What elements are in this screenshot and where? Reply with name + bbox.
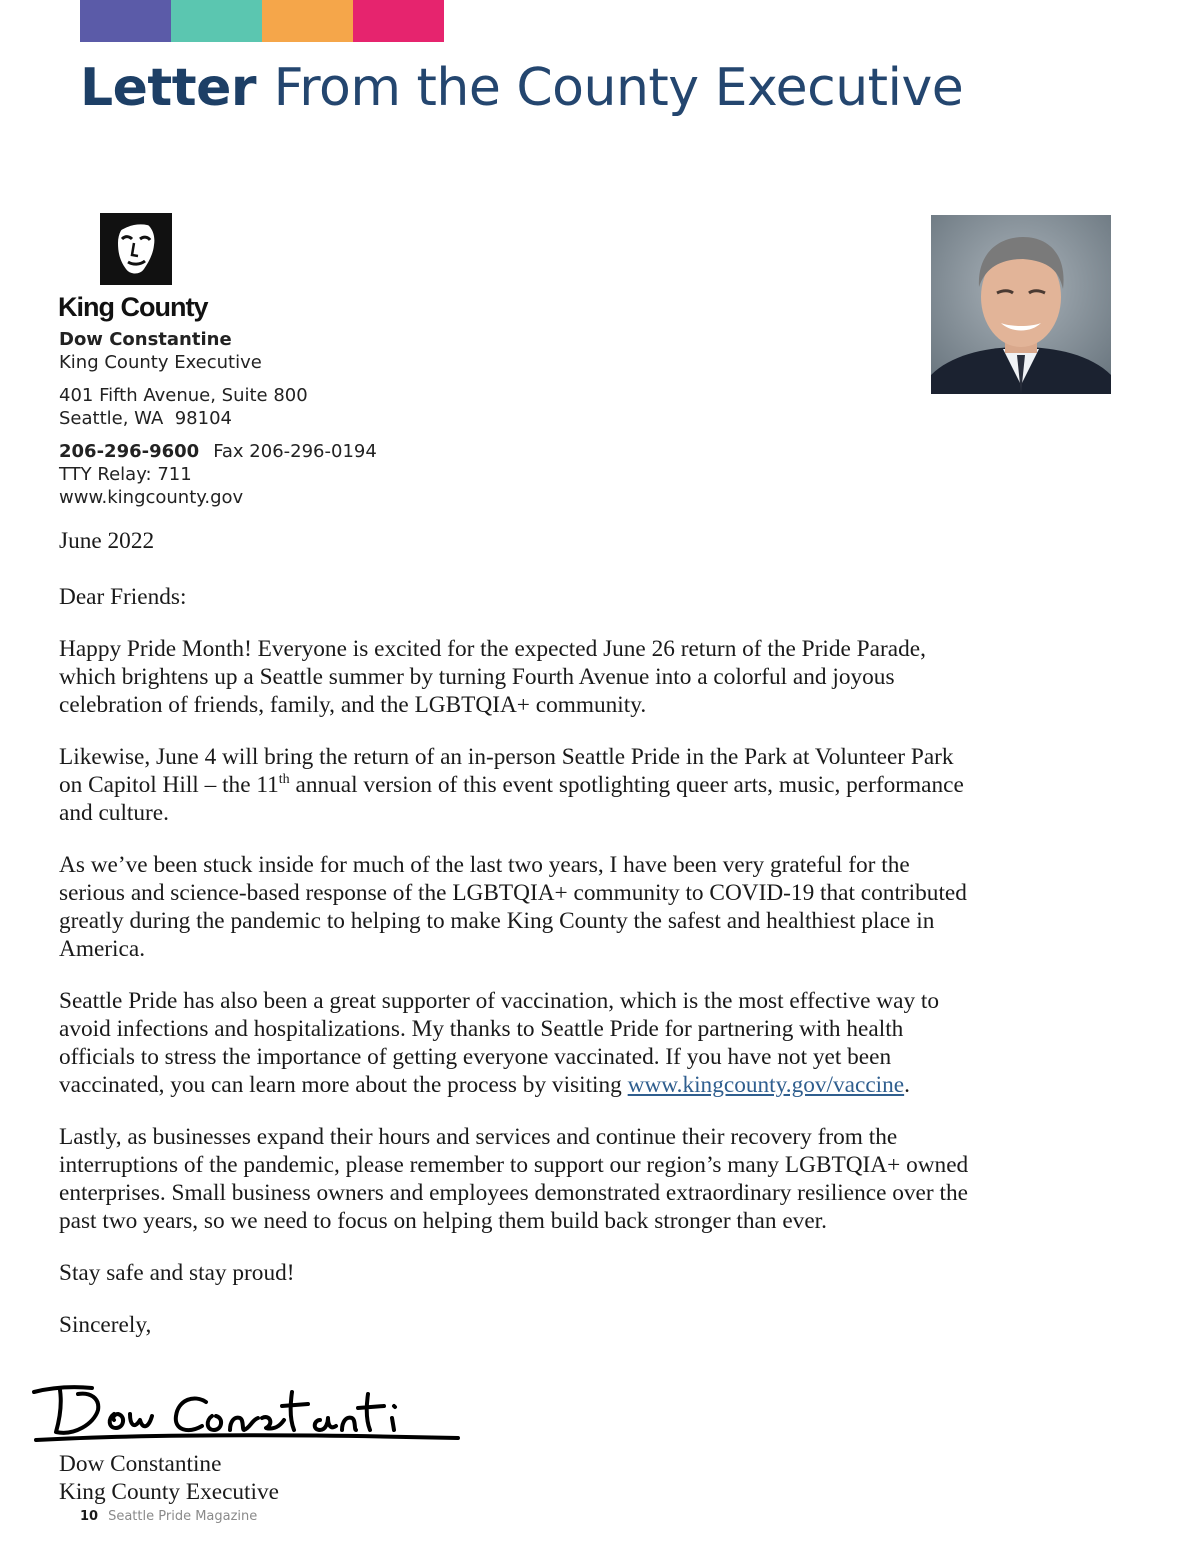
letter-paragraph-3: As we’ve been stuck inside for much of the last two years, I have been very grateful for the serious and science-based response of the LGBTQIA+ community to COVID-19 that contributed greatly during the pandemic to helping to make King County the safest and healthiest place in America. (59, 852, 967, 962)
letter-paragraph-2 (59, 743, 979, 827)
letter-paragraph-6: Stay safe and stay proud! (59, 1260, 295, 1286)
contact-website: www.kingcounty.gov (59, 487, 244, 508)
logo-text: King County (58, 292, 208, 322)
handwritten-signature (30, 1380, 460, 1446)
paragraph-4-text-a: Seattle Pride has also been a great supporter of vaccination, which is the most effective way to avoid infections and hospitalizations. My thanks to Seattle Pride for partnering with health officials to stress the importance of getting everyone vaccinated. If you have not yet been vaccinated, you can learn more about the process by visiting (59, 988, 940, 1098)
letter-salutation: Dear Friends: (59, 584, 187, 610)
contact-phone: 206-296-9600 (59, 441, 200, 462)
mlk-portrait-icon (100, 213, 172, 285)
letter-paragraph-1: Happy Pride Month! Everyone is excited for the expected June 26 return of the Pride Parade, which brightens up a Seattle summer by turning Fourth Avenue into a colorful and joyous celebration of friends, family, and the LGBTQIA+ community. (59, 636, 926, 718)
publication-name: Seattle Pride Magazine (108, 1509, 258, 1524)
paragraph-2-text-a: Likewise, June 4 will bring the return of an in-person Seattle Pride in the Park at Volunteer Park on Capitol Hill – the 11 (59, 744, 954, 798)
color-swatch-purple (80, 0, 171, 42)
contact-fax: Fax 206-296-0194 (213, 441, 377, 462)
color-bar (80, 0, 444, 42)
contact-address-line1: 401 Fifth Avenue, Suite 800 (59, 385, 308, 406)
letter-paragraph-5: Lastly, as businesses expand their hours and services and continue their recovery from the interruptions of the pandemic, please remember to support our region’s many LGBTQIA+ owned enterprises. Small business owners and employees demonstrated extraordinary resilience over the past two years, so we need to focus on helping them build back stronger than ever. (59, 1124, 969, 1234)
contact-phone-row (59, 440, 377, 463)
paragraph-2-text-b: annual version of this event spotlighting queer arts, music, performance and culture. (59, 772, 964, 826)
signoff-title: King County Executive (59, 1479, 279, 1505)
page-footer (80, 1509, 257, 1524)
signoff-block (59, 1450, 279, 1506)
paragraph-4-text-b: . (904, 1072, 910, 1098)
contact-name: Dow Constantine (59, 329, 232, 350)
page-title-bold: Letter (80, 58, 257, 118)
color-swatch-teal (171, 0, 262, 42)
color-swatch-pink (353, 0, 444, 42)
page-title (80, 58, 963, 118)
executive-portrait (931, 215, 1111, 394)
contact-role: King County Executive (59, 352, 262, 373)
ordinal-suffix: th (278, 772, 290, 788)
vaccine-link[interactable]: www.kingcounty.gov/vaccine (627, 1072, 905, 1098)
king-county-logo (58, 213, 218, 323)
contact-address-line2: Seattle, WA 98104 (59, 408, 232, 429)
contact-block (59, 328, 377, 509)
contact-tty: TTY Relay: 711 (59, 464, 192, 485)
color-swatch-orange (262, 0, 353, 42)
page-title-rest: From the County Executive (273, 58, 964, 118)
letter-date: June 2022 (59, 528, 155, 554)
page-number: 10 (80, 1509, 99, 1524)
letter-closing: Sincerely, (59, 1312, 152, 1338)
portrait-image (931, 215, 1111, 394)
signoff-name: Dow Constantine (59, 1451, 222, 1477)
letter-body (59, 527, 979, 1363)
letter-paragraph-4 (59, 987, 979, 1099)
